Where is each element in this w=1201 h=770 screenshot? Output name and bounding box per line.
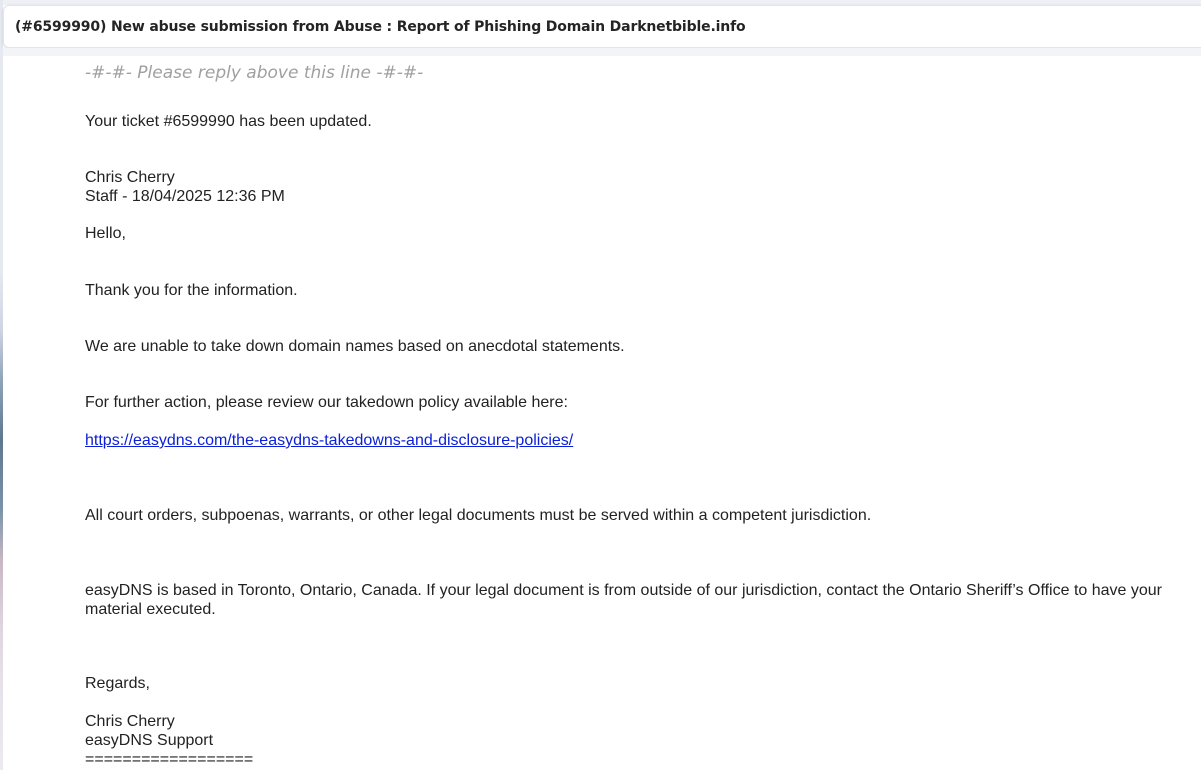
author-meta: Staff - 18/04/2025 12:36 PM xyxy=(85,188,285,205)
reply-marker: -#-#- Please reply above this line -#-#- xyxy=(85,63,424,83)
thanks-text: Thank you for the information. xyxy=(85,282,298,299)
email-subject: (#6599990) New abuse submission from Abuse : Report of Phishing Domain Darknetbible.info xyxy=(15,19,746,35)
policy-link[interactable]: https://easydns.com/the-easydns-takedowns-and-disclosure-policies/ xyxy=(85,432,574,449)
regards-text: Regards, xyxy=(85,675,150,692)
further-action-text: For further action, please review our takedown policy available here: xyxy=(85,394,568,411)
jurisdiction-text: easyDNS is based in Toronto, Ontario, Canada. If your legal document is from outside of our jurisdiction, contact the Ontario Sheriff’s Office to have your material executed. xyxy=(85,582,1162,618)
background-strip xyxy=(0,0,3,770)
signature-name: Chris Cherry xyxy=(85,713,175,730)
subject-divider xyxy=(3,48,1201,56)
court-orders-text: All court orders, subpoenas, warrants, or other legal documents must be served within a competent jurisdiction. xyxy=(85,507,872,524)
signature-separator: ================== xyxy=(85,751,254,768)
author-name: Chris Cherry xyxy=(85,169,175,186)
signature-org: easyDNS Support xyxy=(85,732,214,749)
unable-text: We are unable to take down domain names based on anecdotal statements. xyxy=(85,338,625,355)
greeting: Hello, xyxy=(85,225,126,242)
ticket-update-text: Your ticket #6599990 has been updated. xyxy=(85,113,372,130)
email-subject-bar xyxy=(3,5,1201,48)
